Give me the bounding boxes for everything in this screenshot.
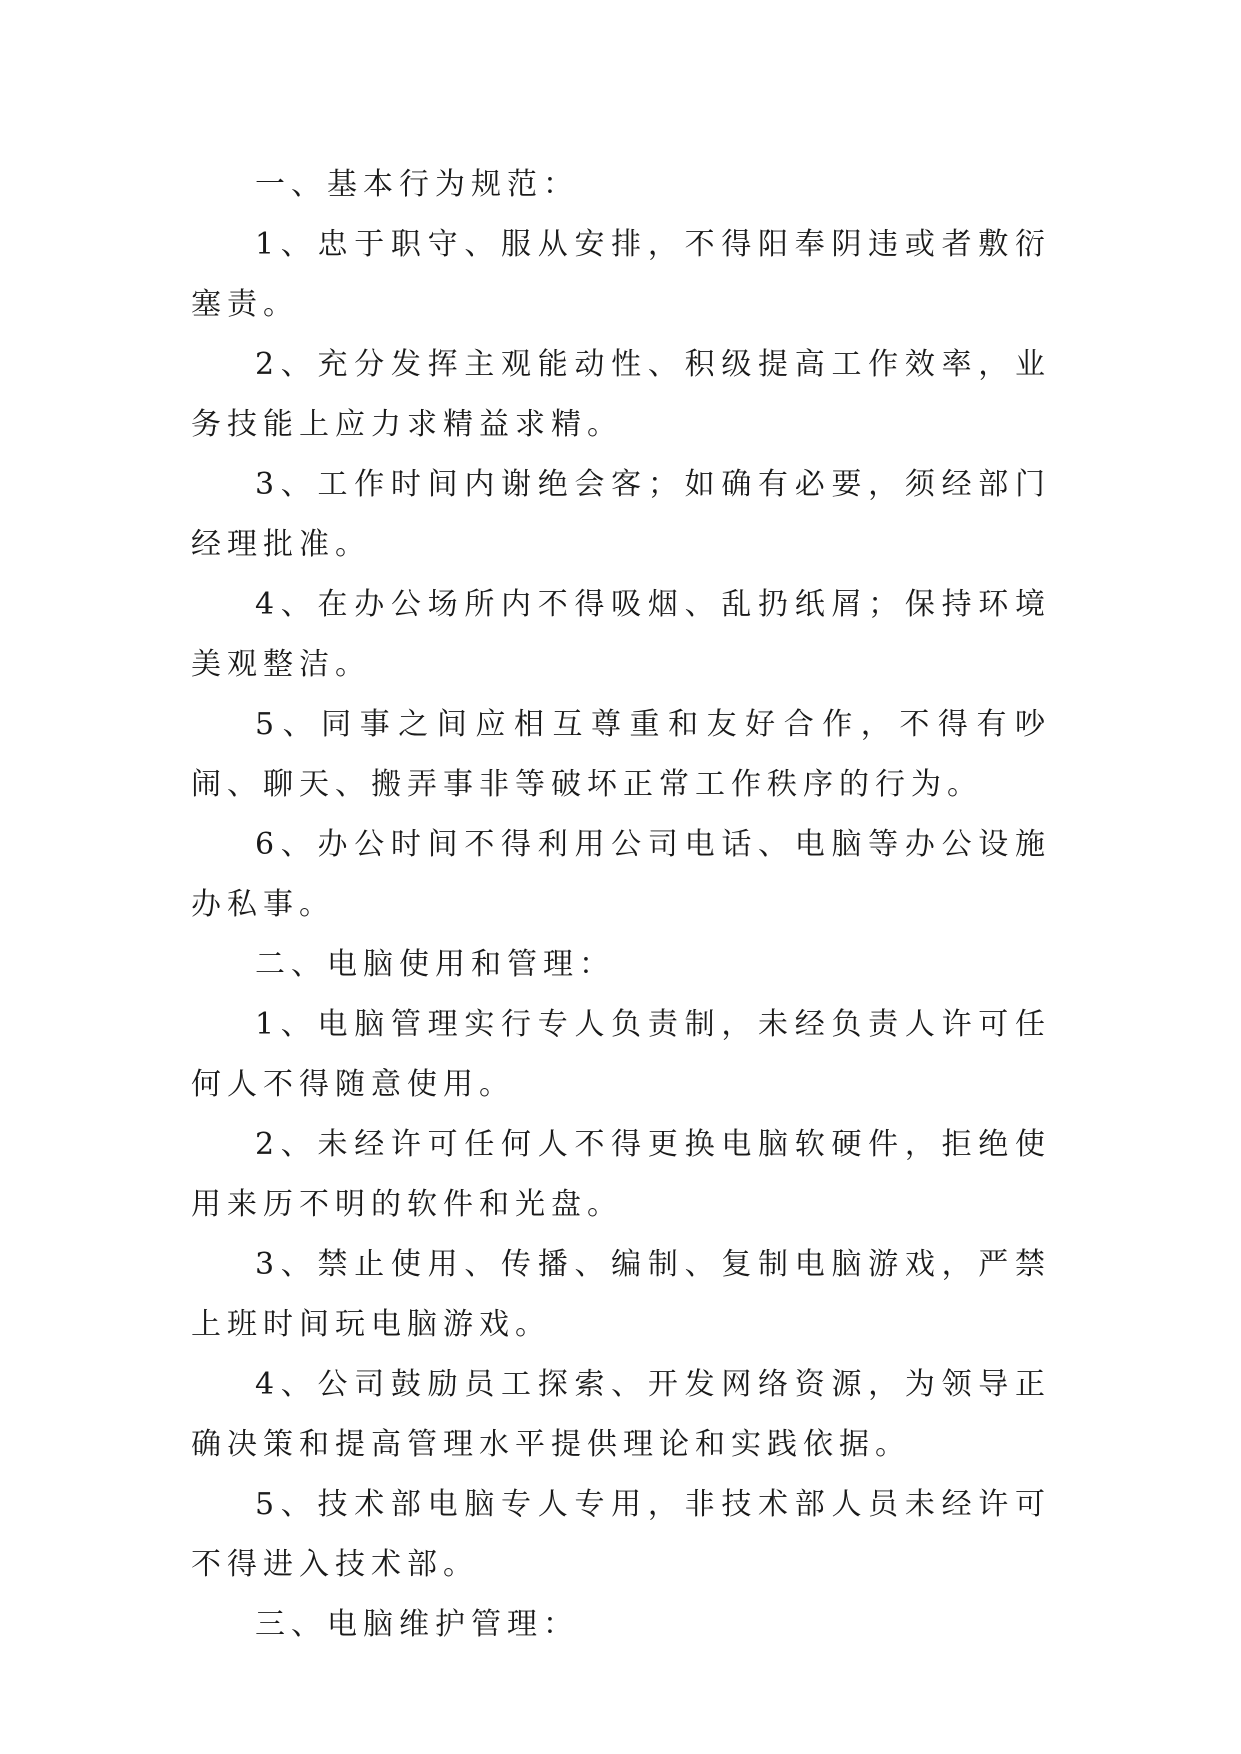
rule-paragraph: 3、禁止使用、传播、编制、复制电脑游戏，严禁上班时间玩电脑游戏。 [191,1247,1051,1342]
document-body [191,155,1051,1655]
rule-paragraph: 1、电脑管理实行专人负责制，未经负责人许可任何人不得随意使用。 [191,1007,1051,1102]
section-heading-computer-use: 二、电脑使用和管理： [255,947,615,982]
rule-paragraph: 2、未经许可任何人不得更换电脑软硬件，拒绝使用来历不明的软件和光盘。 [191,1127,1051,1222]
rule-paragraph: 4、在办公场所内不得吸烟、乱扔纸屑；保持环境美观整洁。 [191,587,1051,682]
rule-paragraph: 1、忠于职守、服从安排，不得阳奉阴违或者敷衍塞责。 [191,227,1051,322]
section-heading-basic-conduct: 一、基本行为规范： [255,167,579,202]
rule-paragraph: 4、公司鼓励员工探索、开发网络资源，为领导正确决策和提高管理水平提供理论和实践依据。 [191,1367,1051,1462]
rule-paragraph: 3、工作时间内谢绝会客；如确有必要，须经部门经理批准。 [191,467,1051,562]
section-heading-computer-maintenance: 三、电脑维护管理： [255,1607,579,1642]
rule-paragraph: 6、办公时间不得利用公司电话、电脑等办公设施办私事。 [191,827,1051,922]
rule-paragraph: 2、充分发挥主观能动性、积级提高工作效率，业务技能上应力求精益求精。 [191,347,1051,442]
rule-paragraph: 5、技术部电脑专人专用，非技术部人员未经许可不得进入技术部。 [191,1487,1051,1582]
rule-paragraph: 5、同事之间应相互尊重和友好合作，不得有吵闹、聊天、搬弄事非等破坏正常工作秩序的行为。 [191,707,1051,802]
